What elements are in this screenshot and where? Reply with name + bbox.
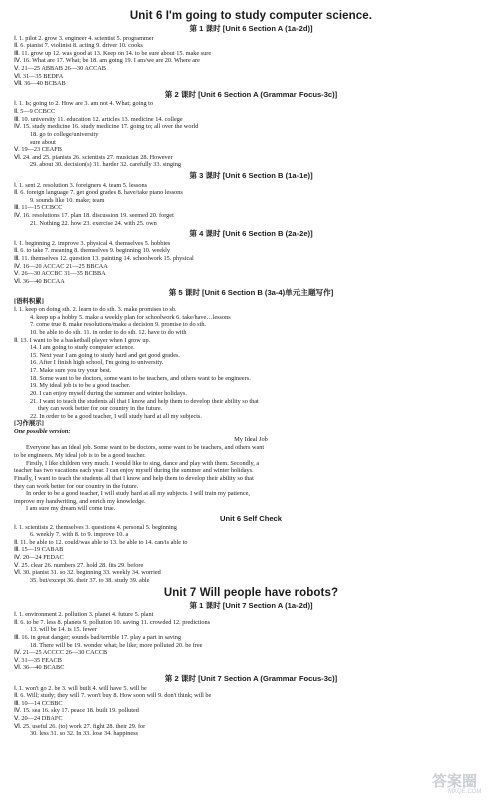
answer-line: Ⅳ. 15. sea 16. sky 17. peace 18. built 19. polluted <box>14 707 139 715</box>
answer-line: Ⅵ. 31—35 BEDFA <box>14 72 64 80</box>
answer-line: 30. less 31. so 32. In 33. lose 34. happiness <box>30 730 138 738</box>
answer-line: Ⅶ. 36—40 BCBAB <box>14 80 66 88</box>
answer-line: Ⅱ. 6. to be 7. less 8. planets 9. pollution 10. saving 11. crowded 12. predictions <box>14 618 211 626</box>
answer-line: teacher has two vacations each year. I can enjoy myself during the summer and winter holidays. <box>14 467 254 475</box>
section-tag: [习作展示] <box>14 420 44 428</box>
watermark-sub: MXQE.COM <box>448 789 482 794</box>
answer-line: 20. I can enjoy myself during the summer and winter holidays. <box>30 389 187 397</box>
answer-line: 16. After I finish high school, I'm going to university. <box>30 359 164 367</box>
answer-line: 19. My ideal job is to be a good teacher. <box>30 382 131 390</box>
answer-line: 35. but/except 36. their 37. to 38. study 39. able <box>30 576 150 584</box>
lesson-title: 第 1 课时 [Unit 7 Section A (1a-2d)] <box>189 600 313 610</box>
answer-line: Ⅳ. 21—25 ACCCC 26—30 CACCB <box>14 649 108 657</box>
answer-line: Ⅰ. 1. beginning 2. improve 3. physical 4. themselves 5. hobbies <box>14 239 171 247</box>
answer-line: Ⅲ. 11—15 CCBCC <box>14 204 63 212</box>
answer-line: Finally, I want to teach the students all that I know and help them to develop their ability so that <box>14 474 254 482</box>
answer-line: 18. go to college/university <box>30 130 99 138</box>
answer-line: Ⅱ. 6. to take 7. meaning 8. themselves 9. beginning 10. weekly <box>14 247 170 255</box>
answer-line: 7. come true 8. make resolutions/make a decision 9. promise to do sth. <box>30 321 207 329</box>
answer-line: Ⅳ. 16. resolutions 17. plan 18. discussion 19. seemed 20. forget <box>14 212 174 219</box>
sample-label: One possible version: <box>14 428 71 436</box>
answer-line: Ⅵ. 36—40 BCCAA <box>14 277 65 285</box>
answer-line: 6. weekly 7. with 8. to 9. improve 10. a <box>30 531 129 539</box>
answer-line: Ⅴ. 26—30 ACCBC 31—35 BCBBA <box>14 270 106 278</box>
answer-line: Ⅴ. 25. clear 26. numbers 27. hold 28. fits 29. before <box>14 561 144 569</box>
answer-line: Ⅱ. 6. foreign language 7. get good grades 8. have/take piano lessons <box>14 189 183 197</box>
answer-line: Ⅰ. 1. Is; going to 2. How are 3. am not 4. What; going to <box>14 100 154 108</box>
answer-line: Ⅵ. 25. useful 26. (to) work 27. fight 28. their 29. for <box>14 722 146 730</box>
answer-line: Ⅵ. 24. and 25. pianists 26. scientists 27. musician 28. However <box>14 153 173 161</box>
answer-line: 21. I want to teach the students all that I know and help them to develop their ability so that <box>30 397 259 405</box>
answer-line: 4. keep up a hobby 5. make a weekly plan for schoolwork 6. take/have…lessons <box>30 313 231 321</box>
answer-line: Ⅵ. 36—40 BCABC <box>14 664 65 672</box>
answer-line: 15. Next year I am going to study hard and get good grades. <box>30 351 180 359</box>
answer-line: Ⅲ. 16. in great danger; sounds bad/terrible 17. play a part in saving <box>14 633 181 641</box>
watermark-text: 答案圈 <box>432 773 478 790</box>
answer-line: Ⅱ. 13. I want to be a basketball player when I grow up. <box>14 336 151 344</box>
section-tag: [语料积累] <box>14 298 44 305</box>
answer-line: Ⅰ. 1. scientists 2. themselves 3. questions 4. personal 5. beginning <box>14 523 177 531</box>
answer-line: Ⅰ. 1. sent 2. resolution 3. foreigners 4. team 5. lessons <box>14 181 148 189</box>
answer-line: Ⅳ. 16. What are 17. What; be 18. am going 19. I am/we are 20. Where are <box>14 57 200 65</box>
answer-line: 14. I am going to study computer science. <box>30 344 135 352</box>
answer-line: In order to be a good teacher, I will study hard at all my subjects. I will train my patience, <box>26 490 250 498</box>
answer-line: 9. sounds like 10. make; team <box>30 196 105 204</box>
answer-line: Ⅵ. 30. pianist 31. so 32. beginning 33. weekly 34. worried <box>14 569 161 577</box>
answer-line: Ⅲ. 15—19 CABAB <box>14 546 64 554</box>
lesson-title: 第 3 课时 [Unit 6 Section B (1a-1e)] <box>189 171 313 180</box>
watermark-logo <box>430 772 494 794</box>
essay-title: My Ideal Job <box>234 436 268 444</box>
answer-line: Ⅲ. 11. grow up 12. was good at 13. Keep on 14. to be sure about 15. make sure <box>14 49 212 57</box>
lesson-title: Unit 6 Self Check <box>219 514 283 523</box>
lesson-title: 第 5 课时 [Unit 6 Section B (3a-4)单元主题写作] <box>168 287 334 297</box>
answer-line: to be engineers. My ideal job is to be a good teacher. <box>14 452 146 459</box>
answer-line: Ⅳ. 20—24 FEDAC <box>14 554 64 561</box>
lesson-title: 第 2 课时 [Unit 7 Section A (Grammar Focus-3c)] <box>164 674 338 683</box>
answer-line: 22. In order to be a good teacher, I will study hard at all my subjects. <box>30 412 202 420</box>
answer-line: Ⅴ. 19—23 CEAFB <box>14 146 62 154</box>
answer-line: Everyone has an ideal job. Some want to be doctors, some want to be teachers, and others want <box>26 444 265 452</box>
answer-line: Ⅴ. 31—35 FEACB <box>14 656 62 664</box>
lesson-title: 第 4 课时 [Unit 6 Section B (2a-2e)] <box>189 229 313 239</box>
answer-line: sure about <box>30 138 56 146</box>
answer-line: Ⅱ. 11. be able to 12. could/was able to 13. be able to 14. can/is able to <box>14 538 188 546</box>
answer-line: Ⅳ. 15. study medicine 16. study medicine 17. going to; all over the world <box>14 123 199 131</box>
answer-line: they can work better for our country in the future. <box>38 405 163 413</box>
answer-line: Ⅰ. 1. won't go 2. be 3. will built 4. will have 5. will be <box>14 684 147 692</box>
answer-line: 21. Nothing 22. how 23. exercise 24. with 25. own <box>30 219 157 227</box>
answer-line: 29. about 30. decision(s) 31. harder 32. carefully 33. singing <box>30 161 182 169</box>
answer-line: they can work better for our country in the future. <box>14 482 139 490</box>
answer-line: improve my handwriting, and enrich my knowledge. <box>14 497 146 505</box>
unit-title: Unit 7 Will people have robots? <box>163 586 339 599</box>
answer-line: 18. There will be 19. wonder what; be like; more polluted 20. be free <box>30 641 203 649</box>
answer-line: Firstly, I like children very much. I would like to sing, dance and play with them. Secondly, a <box>26 459 260 467</box>
answer-line: Ⅱ. 6. Will; study; they will 7. won't buy 8. How soon will 9. don't think; will be <box>14 692 212 700</box>
answer-line: Ⅱ. 6. pianist 7. violinist 8. acting 9. driver 10. cooks <box>14 42 143 50</box>
answer-line: 13. will be 14. is 15. fewer <box>30 626 97 634</box>
answer-line: Ⅲ. 10. university 11. education 12. articles 13. medicine 14. college <box>14 115 183 123</box>
answer-line: 17. Make sure you try your best. <box>30 367 112 374</box>
answer-line: Ⅲ. 10—14 CCBBC <box>14 699 63 707</box>
answer-line: Ⅳ. 16—20 ACCAC 21—25 BBCAA <box>14 262 108 270</box>
lesson-title: 第 1 课时 [Unit 6 Section A (1a-2d)] <box>189 24 313 33</box>
answer-line: Ⅲ. 11. themselves 12. question 13. painting 14. schoolwork 15. physical <box>14 255 194 262</box>
answer-line: Ⅴ. 21—25 ABBAB 26—30 ACCAB <box>14 65 106 72</box>
answer-line: 10. be able to do sth. 11. in order to do sth. 12. have to do with <box>30 328 187 336</box>
answer-line: Ⅴ. 20—24 DBAFC <box>14 715 63 722</box>
answer-line: Ⅱ. 5—9 CCBCC <box>14 108 56 115</box>
answer-line: 18. Some want to be doctors, some want to be teachers, and others want to be engineers. <box>30 374 251 382</box>
answer-line: Ⅰ. 1. pilot 2. grow 3. engineer 4. scientist 5. programmer <box>14 34 154 42</box>
lesson-title: 第 2 课时 [Unit 6 Section A (Grammar Focus-3c)] <box>164 89 338 99</box>
answer-line: Ⅰ. 1. keep on doing sth. 2. learn to do sth. 3. make promises to sb. <box>14 306 177 313</box>
unit-title: Unit 6 I'm going to study computer science. <box>129 10 373 22</box>
answer-line: I am sure my dream will come true. <box>26 505 116 513</box>
answer-line: Ⅰ. 1. environment 2. pollution 3. planet 4. future 5. plant <box>14 611 154 618</box>
